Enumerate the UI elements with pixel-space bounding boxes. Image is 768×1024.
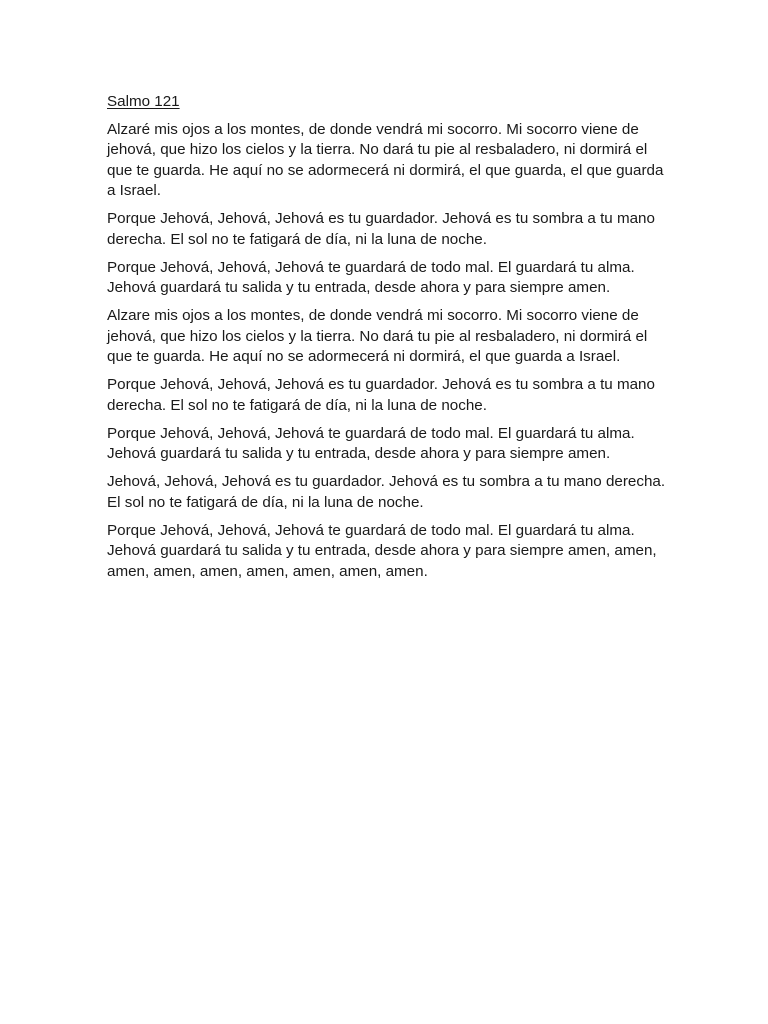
paragraph-1: Alzaré mis ojos a los montes, de donde vendrá mi socorro. Mi socorro viene de jehová, que hizo los cielos y la tierra. No dará tu pie al resbaladero, ni dormirá el que te guarda. He aquí no se adormecerá ni dormirá, el que guarda, el que guarda a Israel. xyxy=(107,120,664,199)
paragraph-2: Porque Jehová, Jehová, Jehová es tu guardador. Jehová es tu sombra a tu mano derecha. El sol no te fatigará de día, ni la luna de noche. xyxy=(107,210,655,248)
document-page xyxy=(107,92,667,590)
paragraph-7: Jehová, Jehová, Jehová es tu guardador. Jehová es tu sombra a tu mano derecha. El sol no te fatigará de día, ni la luna de noche. xyxy=(107,473,666,511)
paragraph-8: Porque Jehová, Jehová, Jehová te guardará de todo mal. El guardará tu alma. Jehová guardará tu salida y tu entrada, desde ahora y para siempre amen, amen, amen, amen, amen, amen, amen, amen, amen. xyxy=(107,521,657,580)
paragraph-5: Porque Jehová, Jehová, Jehová es tu guardador. Jehová es tu sombra a tu mano derecha. El sol no te fatigará de día, ni la luna de noche. xyxy=(107,376,655,414)
paragraph-6: Porque Jehová, Jehová, Jehová te guardará de todo mal. El guardará tu alma. Jehová guardará tu salida y tu entrada, desde ahora y para siempre amen. xyxy=(107,424,635,462)
document-title: Salmo 121 xyxy=(107,93,180,110)
paragraph-4: Alzare mis ojos a los montes, de donde vendrá mi socorro. Mi socorro viene de jehová, que hizo los cielos y la tierra. No dará tu pie al resbaladero, ni dormirá el que te guarda. He aquí no se adormecerá ni dormirá, el que guarda a Israel. xyxy=(107,307,648,365)
paragraph-3: Porque Jehová, Jehová, Jehová te guardará de todo mal. El guardará tu alma. Jehová guardará tu salida y tu entrada, desde ahora y para siempre amen. xyxy=(107,258,635,296)
